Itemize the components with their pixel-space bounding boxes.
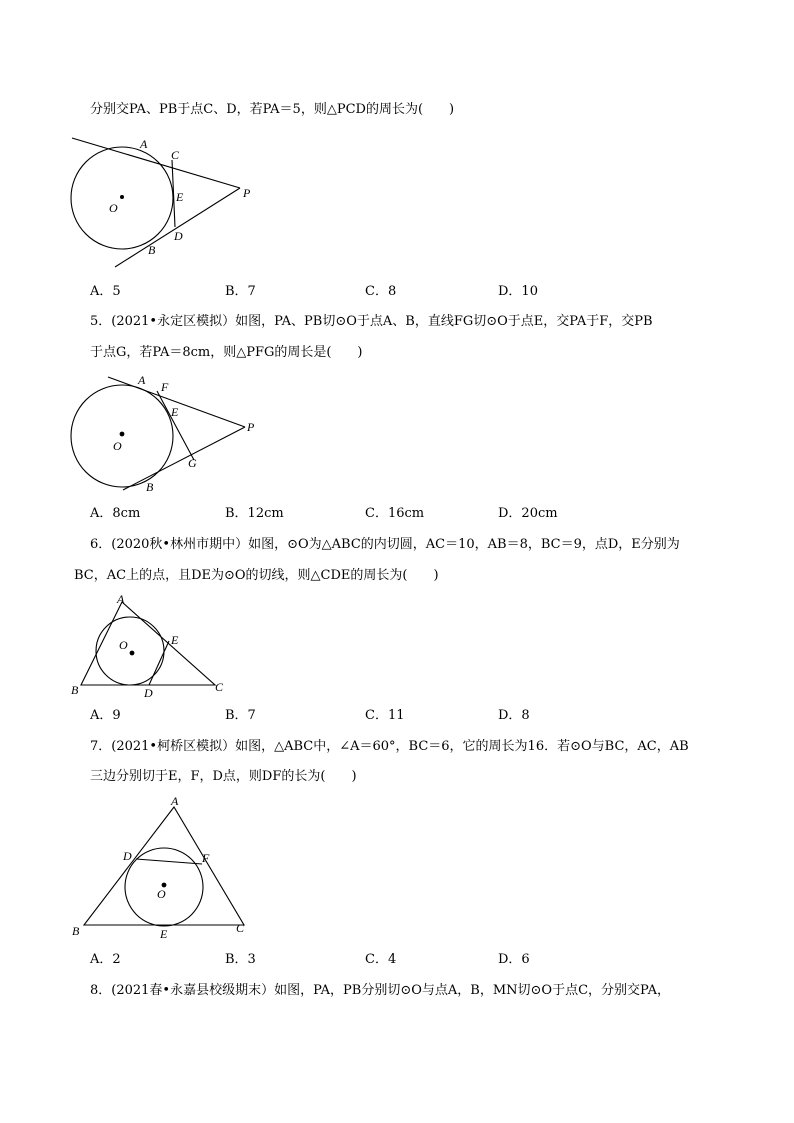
q4-option-a: A．5 xyxy=(90,284,121,299)
q4-label-C: C xyxy=(171,148,180,162)
q5-option-b: B．12cm xyxy=(225,506,284,521)
q4-figure xyxy=(60,130,270,260)
q7-label-E: E xyxy=(160,927,168,941)
q6-figure xyxy=(65,590,245,705)
q7-label-B: B xyxy=(72,924,80,938)
q4-option-d: D．10 xyxy=(498,284,538,299)
q7-text-line-1: 7．(2021•柯桥区模拟）如图，△ABC中，∠A＝60°，BC＝6，它的周长为16．若⊙O与BC，AC，AB xyxy=(90,739,689,754)
q4-label-E: E xyxy=(176,190,184,204)
q6-text-line-1: 6．(2020秋•林州市期中）如图，⊙O为△ABC的内切圆，AC＝10，AB＝8，BC＝9，点D，E分别为 xyxy=(90,537,680,552)
q5-label-F: F xyxy=(161,380,169,394)
q7-option-c: C．4 xyxy=(365,952,397,967)
q6-option-a: A．9 xyxy=(90,708,121,723)
q4-option-c: C．8 xyxy=(365,284,397,299)
q7-text-line-2: 三边分别切于E，F，D点，则DF的长为( ) xyxy=(90,769,357,784)
q5-option-a: A．8cm xyxy=(90,506,141,521)
q6-label-O: O xyxy=(119,638,128,652)
q5-label-A: A xyxy=(138,373,146,387)
q4-label-P: P xyxy=(243,186,251,200)
q5-label-O: O xyxy=(113,439,122,453)
q4-text-line: 分别交PA、PB于点C、D，若PA＝5，则△PCD的周长为( ) xyxy=(90,102,455,117)
q5-figure xyxy=(60,370,270,500)
q5-text-line-2: 于点G，若PA＝8cm，则△PFG的周长是( ) xyxy=(90,345,363,360)
q6-label-D: D xyxy=(144,686,153,700)
q7-option-b: B．3 xyxy=(225,952,256,967)
q6-option-c: C．11 xyxy=(365,708,405,723)
q7-label-C: C xyxy=(236,921,245,935)
q4-label-B: B xyxy=(148,243,156,257)
q7-label-A: A xyxy=(171,794,179,808)
q6-label-A: A xyxy=(117,592,125,606)
q5-label-B: B xyxy=(146,480,154,494)
q5-option-c: C．16cm xyxy=(365,506,425,521)
q7-label-D: D xyxy=(123,849,132,863)
q6-option-d: D．8 xyxy=(498,708,530,723)
q5-label-G: G xyxy=(188,456,197,470)
q4-label-A: A xyxy=(140,137,148,151)
q6-label-E: E xyxy=(171,633,179,647)
q8-text-line-1: 8．(2021春•永嘉县校级期末）如图，PA，PB分别切⊙O与点A，B，MN切⊙O于点C，分别交PA， xyxy=(90,983,670,998)
q6-text-line-2: BC，AC上的点，且DE为⊙O的切线，则△CDE的周长为( ) xyxy=(74,568,439,583)
q6-option-b: B．7 xyxy=(225,708,256,723)
q7-option-d: D．6 xyxy=(498,952,530,967)
q7-figure xyxy=(68,795,258,940)
q6-label-C: C xyxy=(215,680,224,694)
q7-label-O: O xyxy=(157,887,166,901)
q4-label-D: D xyxy=(174,229,183,243)
q5-text-line-1: 5．(2021•永定区模拟）如图，PA、PB切⊙O于点A、B，直线FG切⊙O于点E，交PA于F，交PB xyxy=(90,314,653,329)
q4-option-b: B．7 xyxy=(225,284,256,299)
q5-option-d: D．20cm xyxy=(498,506,558,521)
q5-label-E: E xyxy=(171,405,179,419)
q7-label-F: F xyxy=(202,851,210,865)
q6-label-B: B xyxy=(71,683,79,697)
q4-label-O: O xyxy=(109,201,118,215)
q5-label-P: P xyxy=(247,420,255,434)
q7-option-a: A．2 xyxy=(90,952,121,967)
